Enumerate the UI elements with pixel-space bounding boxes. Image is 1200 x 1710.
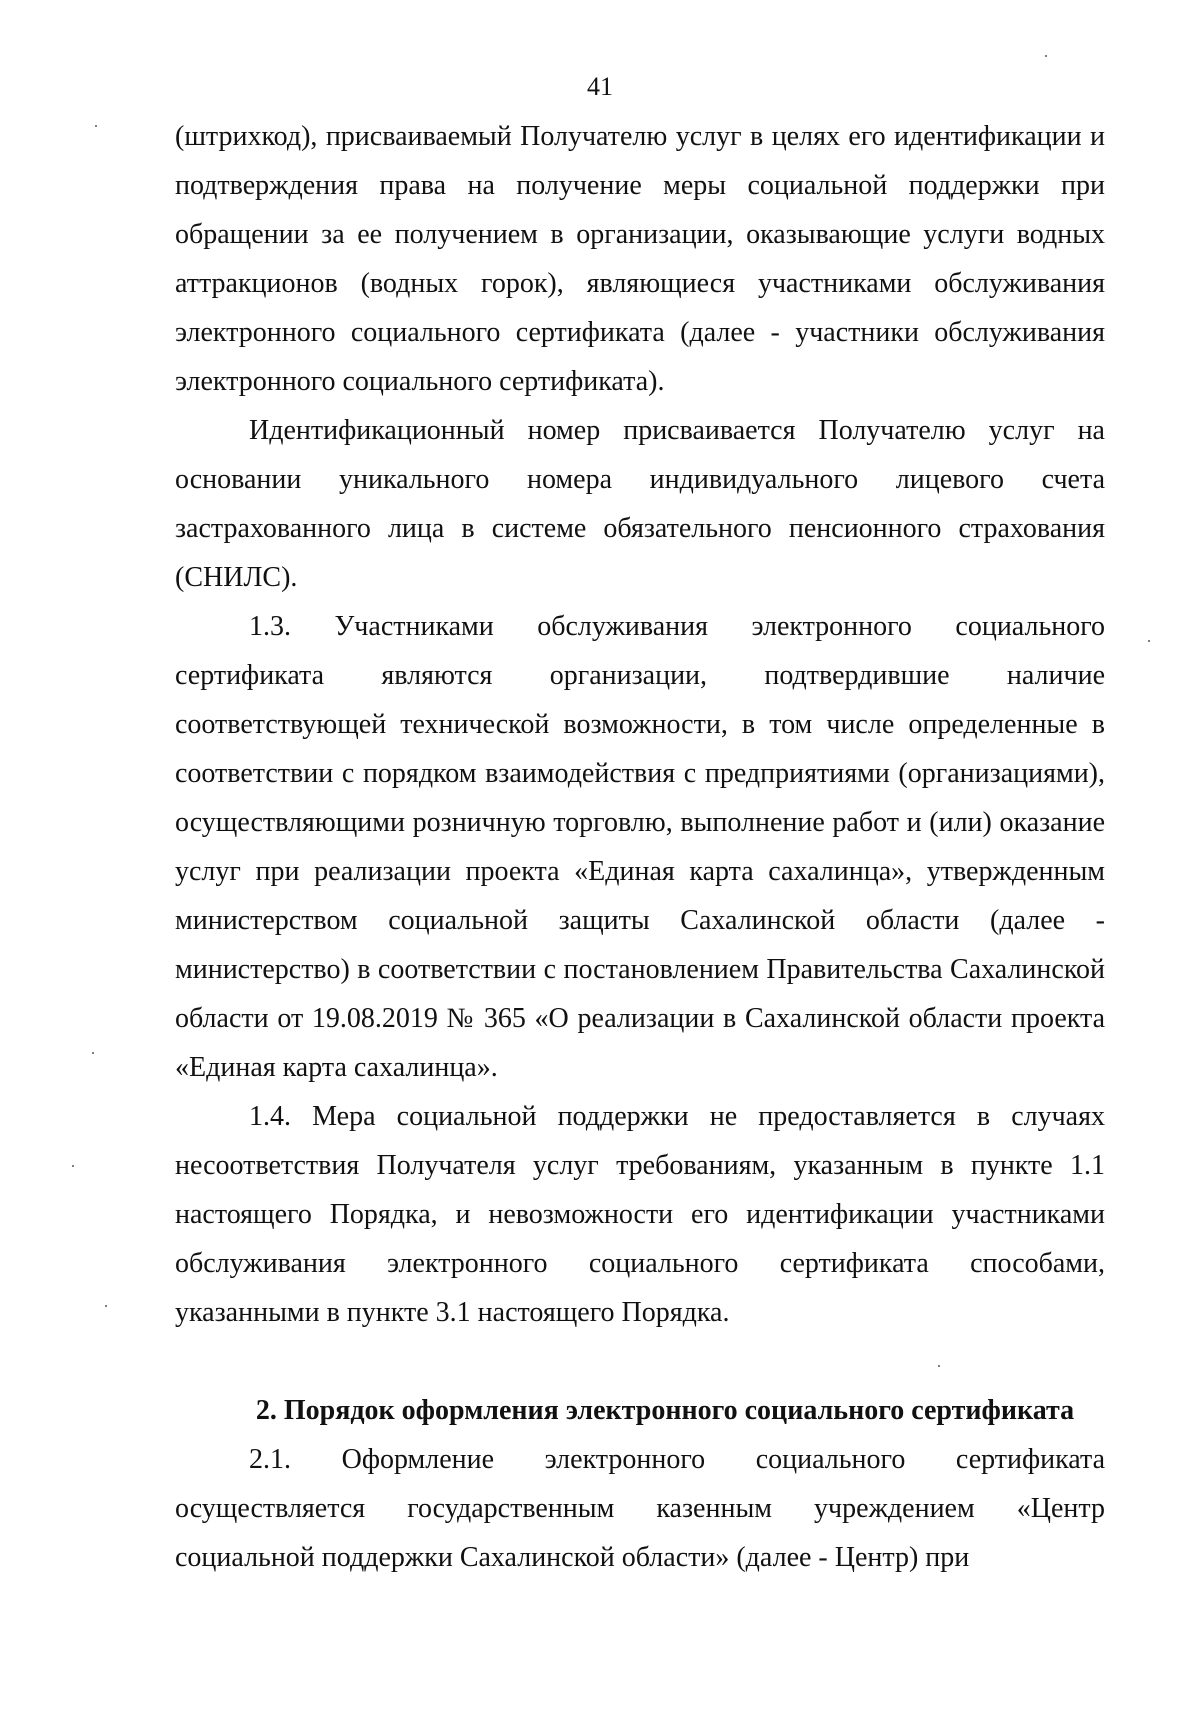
paragraph-continuation: (штрихкод), присваиваемый Получателю услуг в целях его идентификации и подтверждения права на получение меры социальной поддержки при обращении за ее получением в организации, оказывающие услуги водных аттракционов (водных горок), являющиеся участниками обслуживания электронного социального сертификата (далее - участники обслуживания электронного социального сертификата). — [175, 121, 1105, 397]
paragraph-2-1: 2.1. Оформление электронного социального сертификата осуществляется государственным казенным учреждением «Центр социальной поддержки Сахалинской области» (далее - Центр) при — [175, 1444, 1105, 1573]
paragraph-identification-number: Идентификационный номер присваивается Получателю услуг на основании уникального номера индивидуального лицевого счета застрахованного лица в системе обязательного пенсионного страхования (СНИЛС). — [175, 415, 1105, 593]
document-body — [175, 112, 1105, 1582]
scan-speck — [95, 125, 97, 127]
scan-speck — [1148, 640, 1150, 642]
scan-speck — [938, 1365, 940, 1367]
paragraph-1-3: 1.3. Участниками обслуживания электронного социального сертификата являются организации, подтвердившие наличие соответствующей технической возможности, в том числе определенные в соответствии с порядком взаимодействия с предприятиями (организациями), осуществляющими розничную торговлю, выполнение работ и (или) оказание услуг при реализации проекта «Единая карта сахалинца», утвержденным министерством социальной защиты Сахалинской области (далее - министерство) в соответствии с постановлением Правительства Сахалинской области от 19.08.2019 № 365 «О реализации в Сахалинской области проекта «Единая карта сахалинца». — [175, 611, 1105, 1083]
section-heading: 2. Порядок оформления электронного социального сертификата — [255, 1395, 1075, 1426]
page-number: 41 — [587, 72, 613, 101]
scan-speck — [92, 1052, 94, 1054]
scan-speck — [105, 1305, 107, 1307]
scan-speck — [1045, 55, 1047, 57]
paragraph-1-4: 1.4. Мера социальной поддержки не предоставляется в случаях несоответствия Получателя услуг требованиям, указанным в пункте 1.1 настоящего Порядка, и невозможности его идентификации участниками обслуживания электронного социального сертификата способами, указанными в пункте 3.1 настоящего Порядка. — [175, 1101, 1105, 1328]
scan-speck — [72, 1165, 74, 1167]
